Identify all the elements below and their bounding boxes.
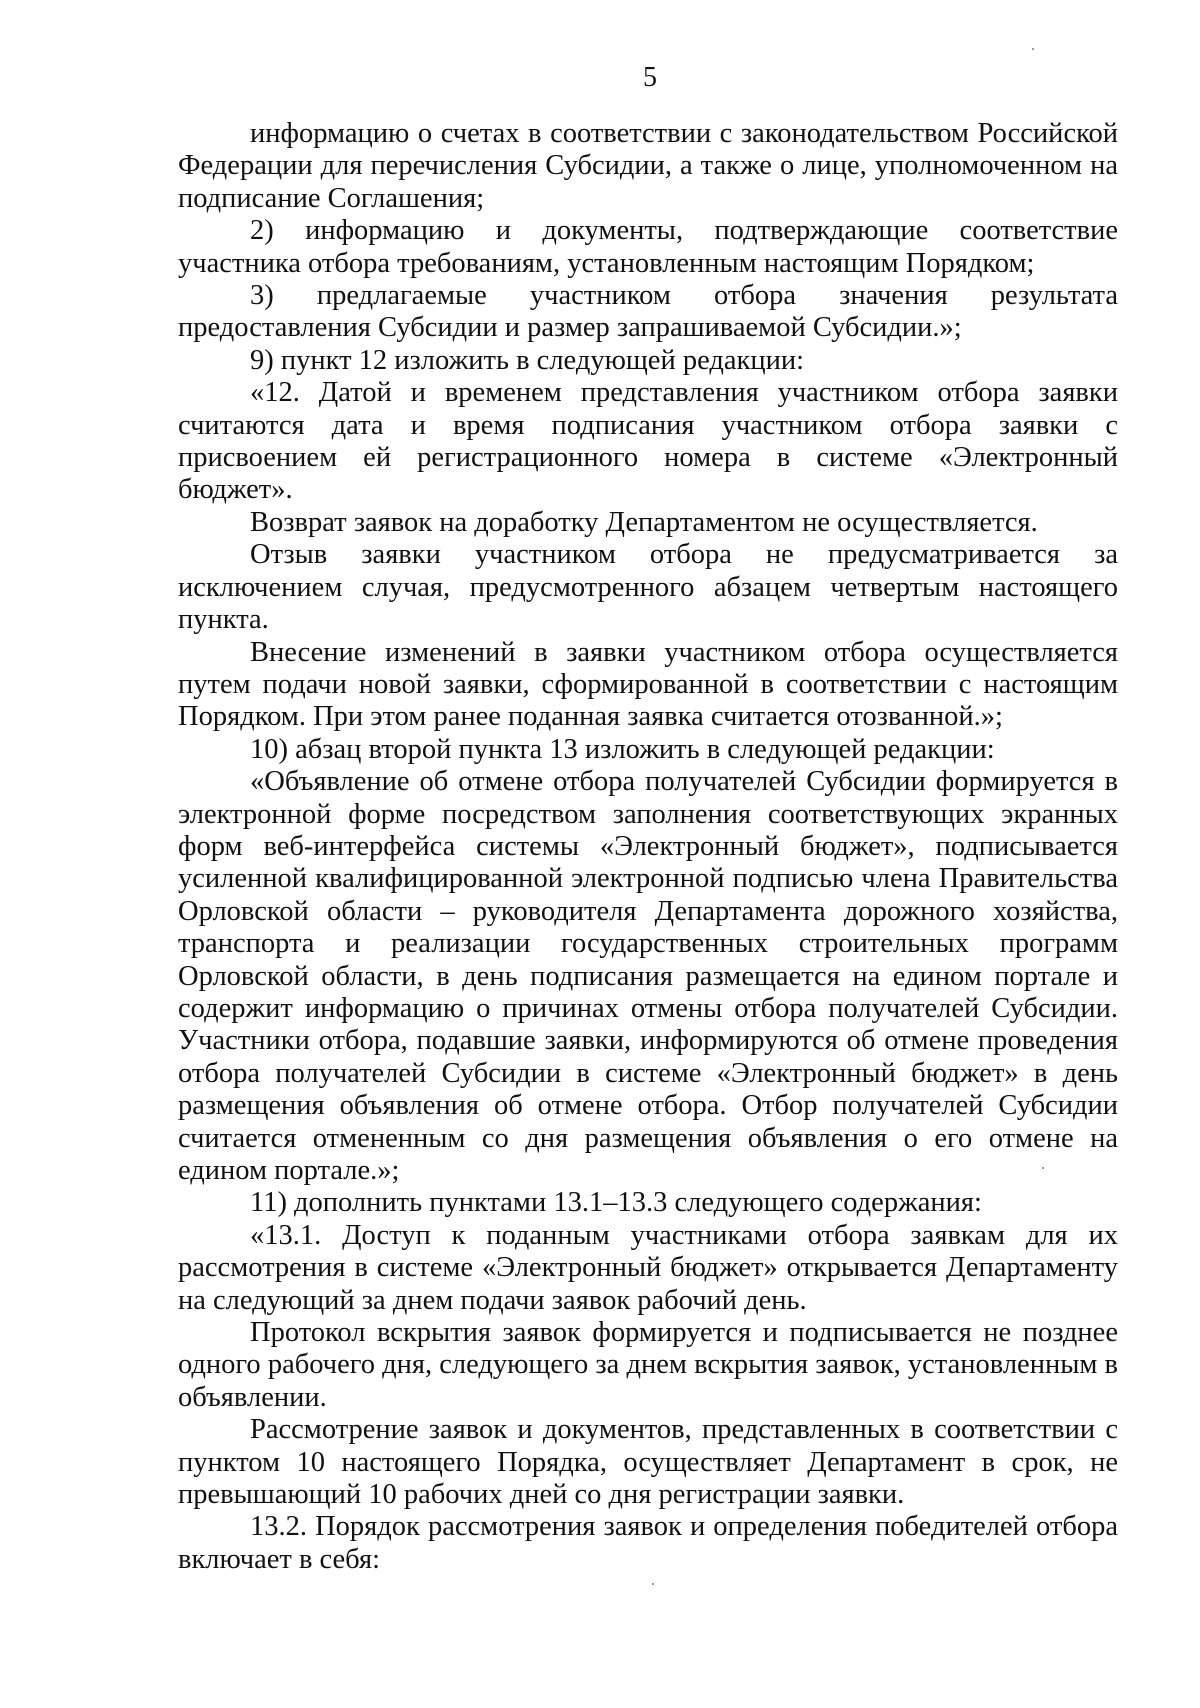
paragraph: Внесение изменений в заявки участником отбора осуществляется путем подачи новой заявки, сформированной в соответствии с настоящим Порядком. При этом ранее поданная заявка считается отозванной.»;: [178, 636, 1118, 733]
paragraph: Отзыв заявки участником отбора не предусматривается за исключением случая, предусмотренного абзацем четвертым настоящего пункта.: [178, 539, 1118, 636]
paragraph: Рассмотрение заявок и документов, представленных в соответствии с пунктом 10 настоящего Порядка, осуществляет Департамент в срок, не превышающий 10 рабочих дней со дня регистрации заявки.: [178, 1414, 1118, 1511]
paragraph: «12. Датой и временем представления участником отбора заявки считаются дата и время подписания участником отбора заявки с присвоением ей регистрационного номера в системе «Электронный бюджет».: [178, 377, 1118, 506]
paragraph: 10) абзац второй пункта 13 изложить в следующей редакции:: [250, 733, 995, 765]
paragraph: 2) информацию и документы, подтверждающие соответствие участника отбора требованиям, установленным настоящим Порядком;: [178, 215, 1118, 279]
page-number: 5: [643, 62, 657, 93]
paragraph: «13.1. Доступ к поданным участниками отбора заявкам для их рассмотрения в системе «Электронный бюджет» открывается Департаменту на следующий за днем подачи заявок рабочий день.: [178, 1219, 1118, 1316]
scan-speck: [652, 1583, 654, 1585]
paragraph: 3) предлагаемые участником отбора значения результата предоставления Субсидии и размер запрашиваемой Субсидии.»;: [178, 280, 1118, 344]
document-body: [178, 118, 1118, 1576]
scan-speck: [1032, 48, 1034, 50]
paragraph: Возврат заявок на доработку Департаментом не осуществляется.: [250, 506, 1038, 538]
paragraph: информацию о счетах в соответствии с законодательством Российской Федерации для перечисления Субсидии, а также о лице, уполномоченном на подписание Соглашения;: [178, 118, 1118, 214]
paragraph: 11) дополнить пунктами 13.1–13.3 следующего содержания:: [250, 1187, 982, 1219]
paragraph: 9) пункт 12 изложить в следующей редакции:: [250, 344, 805, 376]
paragraph: Протокол вскрытия заявок формируется и подписывается не позднее одного рабочего дня, следующего за днем вскрытия заявок, установленным в объявлении.: [178, 1317, 1118, 1413]
paragraph: 13.2. Порядок рассмотрения заявок и определения победителей отбора включает в себя:: [178, 1511, 1118, 1575]
paragraph: «Объявление об отмене отбора получателей Субсидии формируется в электронной форме посредством заполнения соответствующих экранных форм веб-интерфейса системы «Электронный бюджет», подписывается усиленной квалифицированной электронной подписью члена Правительства Орловской области – руководителя Департамента дорожного хозяйства, транспорта и реализации государственных строительных программ Орловской области, в день подписания размещается на едином портале и содержит информацию о причинах отмены отбора получателей Субсидии. Участники отбора, подавшие заявки, информируются об отмене проведения отбора получателей Субсидии в системе «Электронный бюджет» в день размещения объявления об отмене отбора. Отбор получателей Субсидии считается отмененным со дня размещения объявления о его отмене на едином портале.»;: [178, 766, 1118, 1186]
scan-speck: [1042, 1167, 1044, 1169]
